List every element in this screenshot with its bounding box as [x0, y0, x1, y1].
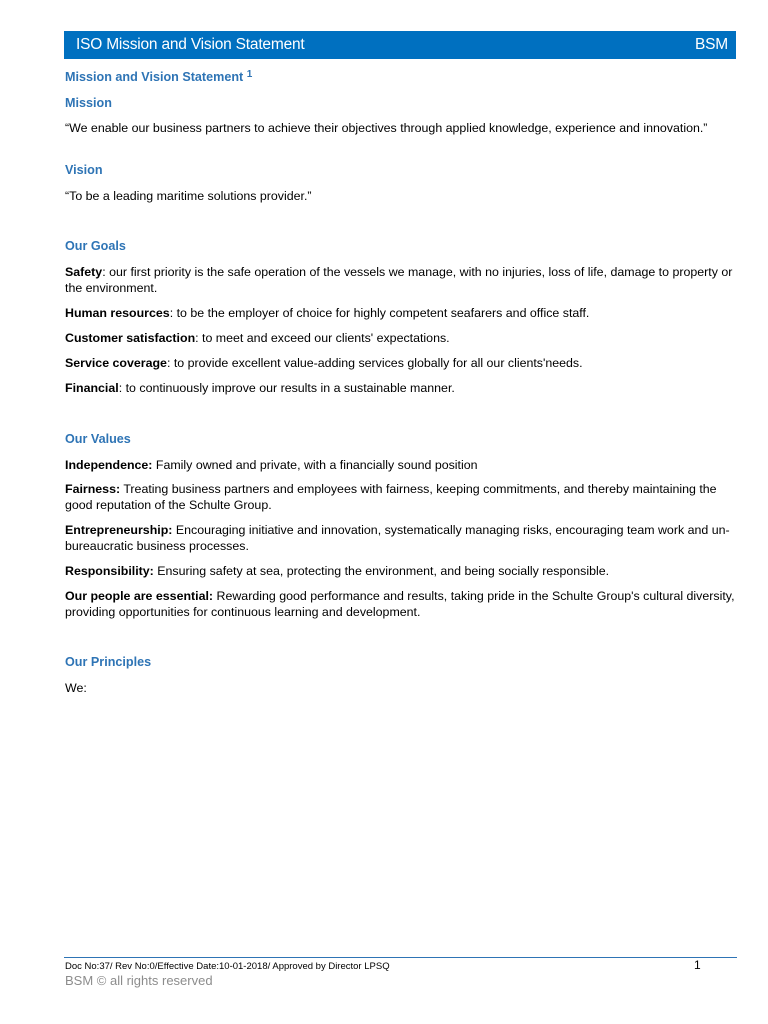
- mission-title: Mission: [65, 96, 112, 110]
- document-heading: [65, 66, 740, 88]
- goal-item: Human resources: to be the employer of choice for highly competent seafarers and office staff.: [65, 306, 590, 320]
- value-text: Rewarding good performance and results, taking pride in the Schulte Group's cultural diversity, providing opportunities for continuous learning and development.: [65, 589, 735, 619]
- header-bar: [64, 31, 736, 59]
- goals-title: Our Goals: [65, 239, 126, 253]
- goal-text: to provide excellent value-adding services globally for all our clients'needs.: [173, 356, 583, 370]
- goal-term: Financial: [65, 381, 119, 395]
- footer-doc-info: Doc No:37/ Rev No:0/Effective Date:10-01-2018/ Approved by Director LPSQ: [65, 961, 390, 972]
- value-item: [65, 588, 740, 620]
- goal-text: to continuously improve our results in a sustainable manner.: [125, 381, 455, 395]
- value-item: [65, 481, 740, 513]
- goal-item: Safety: our first priority is the safe operation of the vessels we manage, with no injuries, loss of life, damage to property or the environment.: [65, 265, 733, 295]
- mission-text: “We enable our business partners to achieve their objectives through applied knowledge, experience and innovation.”: [65, 121, 708, 135]
- value-item: [65, 457, 740, 473]
- value-item: [65, 563, 740, 579]
- goal-item: Customer satisfaction: to meet and exceed our clients' expectations.: [65, 331, 450, 345]
- value-text: Ensuring safety at sea, protecting the environment, and being socially responsible.: [157, 564, 610, 578]
- document-heading-text: Mission and Vision Statement: [65, 70, 244, 84]
- document-body: [65, 66, 740, 696]
- goal-term: Service coverage: [65, 356, 167, 370]
- value-term: Responsibility:: [65, 564, 154, 578]
- goal-term: Human resources: [65, 306, 170, 320]
- value-text: Family owned and private, with a financially sound position: [155, 458, 478, 472]
- header-brand: BSM: [695, 36, 728, 53]
- goal-text: to be the employer of choice for highly competent seafarers and office staff.: [176, 306, 590, 320]
- vision-text: “To be a leading maritime solutions provider.”: [65, 189, 312, 203]
- goal-item: Financial: to continuously improve our results in a sustainable manner.: [65, 381, 455, 395]
- value-term: Independence:: [65, 458, 153, 472]
- header-title: ISO Mission and Vision Statement: [76, 36, 305, 53]
- principles-title: Our Principles: [65, 655, 152, 669]
- goal-text: our first priority is the safe operation of the vessels we manage, with no injuries, loss of life, damage to property or the environment.: [65, 265, 733, 295]
- value-term: Entrepreneurship:: [65, 523, 173, 537]
- goal-text: to meet and exceed our clients' expectations.: [202, 331, 450, 345]
- value-term: Fairness:: [65, 482, 121, 496]
- footer-divider: [64, 957, 737, 958]
- value-item: [65, 522, 740, 554]
- vision-title: Vision: [65, 163, 103, 177]
- value-text: Treating business partners and employees with fairness, keeping commitments, and thereby maintaining the good reputation of the Schulte Group.: [65, 482, 717, 512]
- footer-copyright: BSM © all rights reserved: [65, 973, 213, 988]
- footer-page-number: 1: [694, 958, 701, 972]
- goal-item: Service coverage: to provide excellent value-adding services globally for all our clients'needs.: [65, 356, 583, 370]
- principles-text: We:: [65, 681, 87, 695]
- value-text: Encouraging initiative and innovation, systematically managing risks, encouraging team work and un-bureaucratic business processes.: [65, 523, 730, 553]
- goal-term: Safety: [65, 265, 103, 279]
- values-title: Our Values: [65, 432, 131, 446]
- footnote-marker: 1: [246, 69, 253, 80]
- value-term: Our people are essential:: [65, 589, 214, 603]
- goal-term: Customer satisfaction: [65, 331, 196, 345]
